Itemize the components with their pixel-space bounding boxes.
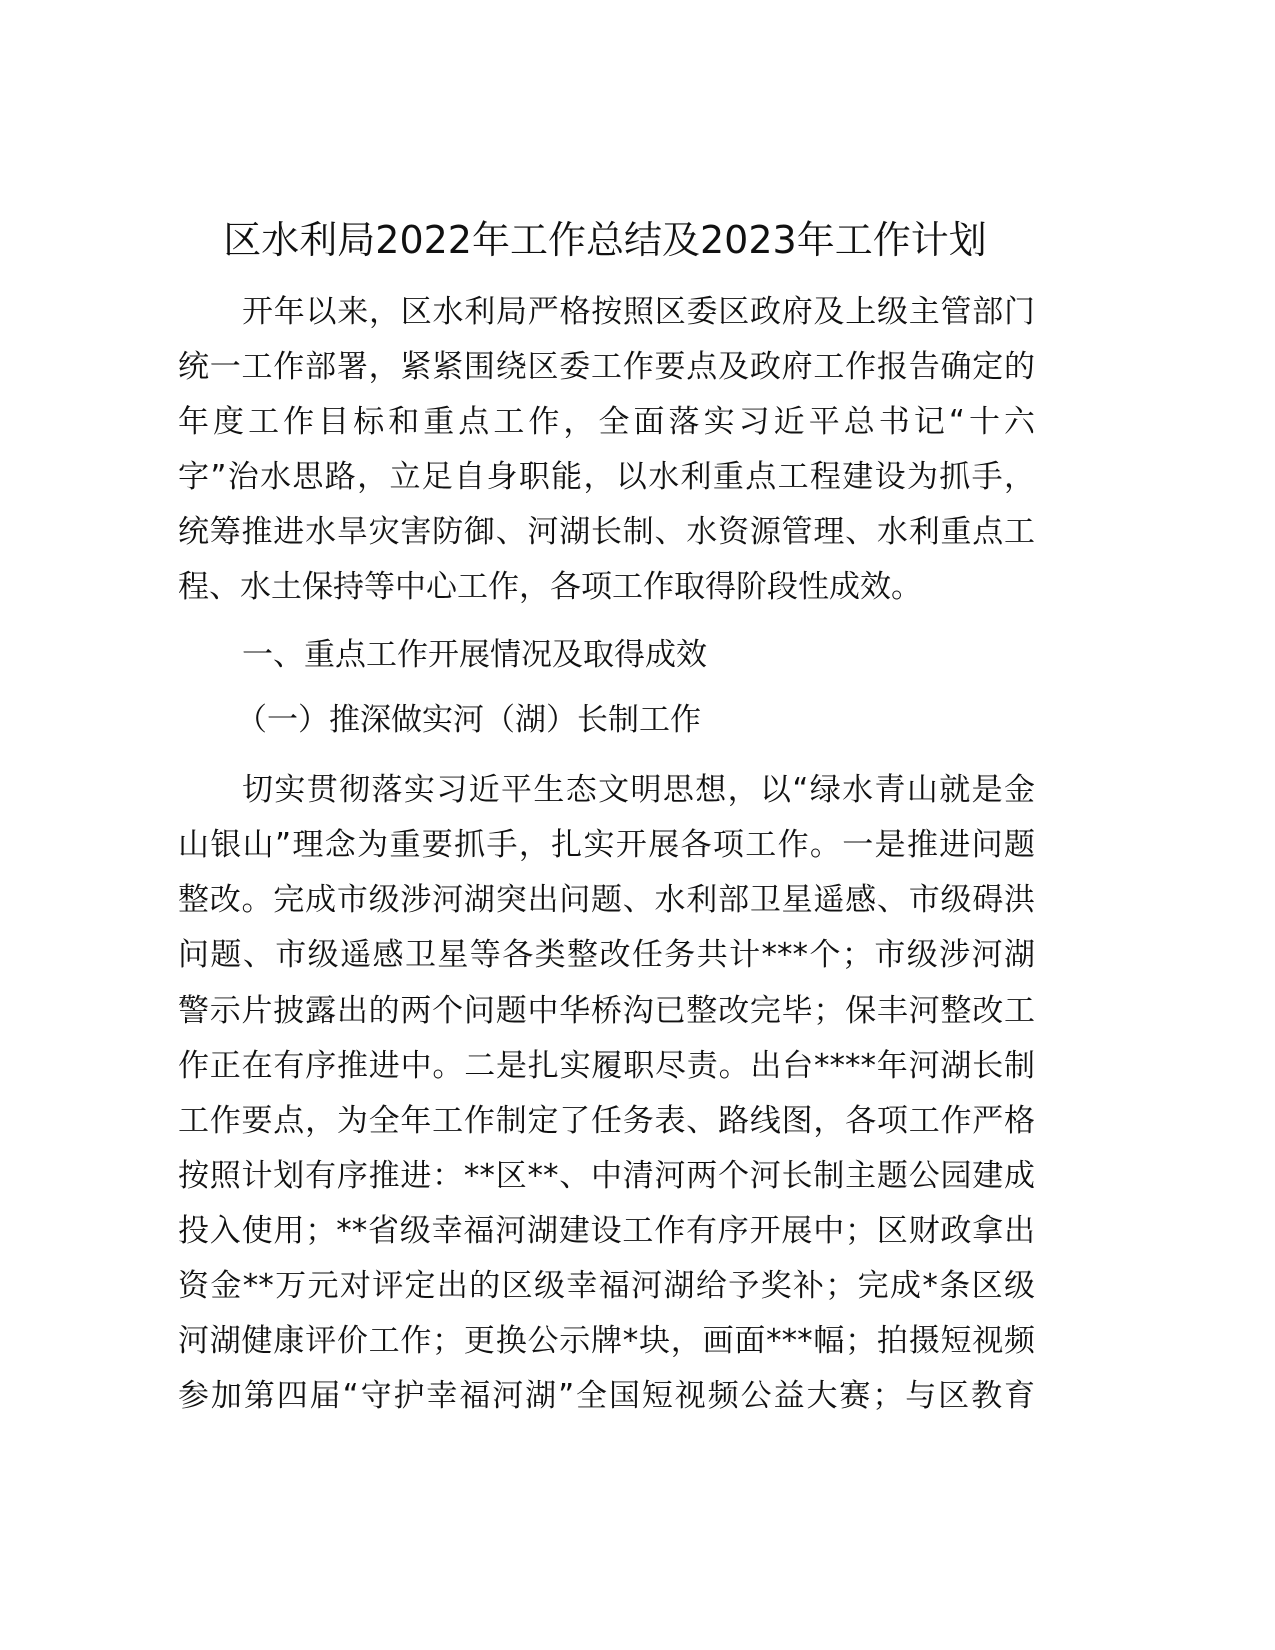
body-line: 工作要点，为全年工作制定了任务表、路线图，各项工作严格 xyxy=(178,1103,1035,1139)
intro-line: 统筹推进水旱灾害防御、河湖长制、水资源管理、水利重点工 xyxy=(178,514,1035,550)
intro-line: 字”治水思路，立足自身职能，以水利重点工程建设为抓手， xyxy=(178,459,1035,495)
body-line: 警示片披露出的两个问题中华桥沟已整改完毕；保丰河整改工 xyxy=(178,993,1035,1029)
document-title: 区水利局2022年工作总结及2023年工作计划 xyxy=(223,218,987,262)
intro-line: 程、水土保持等中心工作，各项工作取得阶段性成效。 xyxy=(178,569,922,605)
body-line: 河湖健康评价工作；更换公示牌*块，画面***幅；拍摄短视频 xyxy=(178,1323,1035,1359)
body-line: 山银山”理念为重要抓手，扎实开展各项工作。一是推进问题 xyxy=(178,827,1035,863)
section-heading: 一、重点工作开展情况及取得成效 xyxy=(242,637,707,673)
body-line: 切实贯彻落实习近平生态文明思想，以“绿水青山就是金 xyxy=(242,772,1035,808)
body-line: 参加第四届“守护幸福河湖”全国短视频公益大赛；与区教育 xyxy=(178,1378,1035,1414)
body-line: 整改。完成市级涉河湖突出问题、水利部卫星遥感、市级碍洪 xyxy=(178,882,1035,918)
intro-line: 年度工作目标和重点工作，全面落实习近平总书记“十六 xyxy=(178,404,1035,440)
body-line: 资金**万元对评定出的区级幸福河湖给予奖补；完成*条区级 xyxy=(178,1268,1035,1304)
subsection-heading: （一）推深做实河（湖）长制工作 xyxy=(236,702,701,738)
intro-line: 统一工作部署，紧紧围绕区委工作要点及政府工作报告确定的 xyxy=(178,349,1035,385)
body-line: 作正在有序推进中。二是扎实履职尽责。出台****年河湖长制 xyxy=(178,1048,1035,1084)
body-line: 投入使用；**省级幸福河湖建设工作有序开展中；区财政拿出 xyxy=(178,1213,1035,1249)
body-line: 按照计划有序推进：**区**、中清河两个河长制主题公园建成 xyxy=(178,1158,1035,1194)
body-line: 问题、市级遥感卫星等各类整改任务共计***个；市级涉河湖 xyxy=(178,937,1035,973)
intro-line: 开年以来，区水利局严格按照区委区政府及上级主管部门 xyxy=(242,294,1035,330)
